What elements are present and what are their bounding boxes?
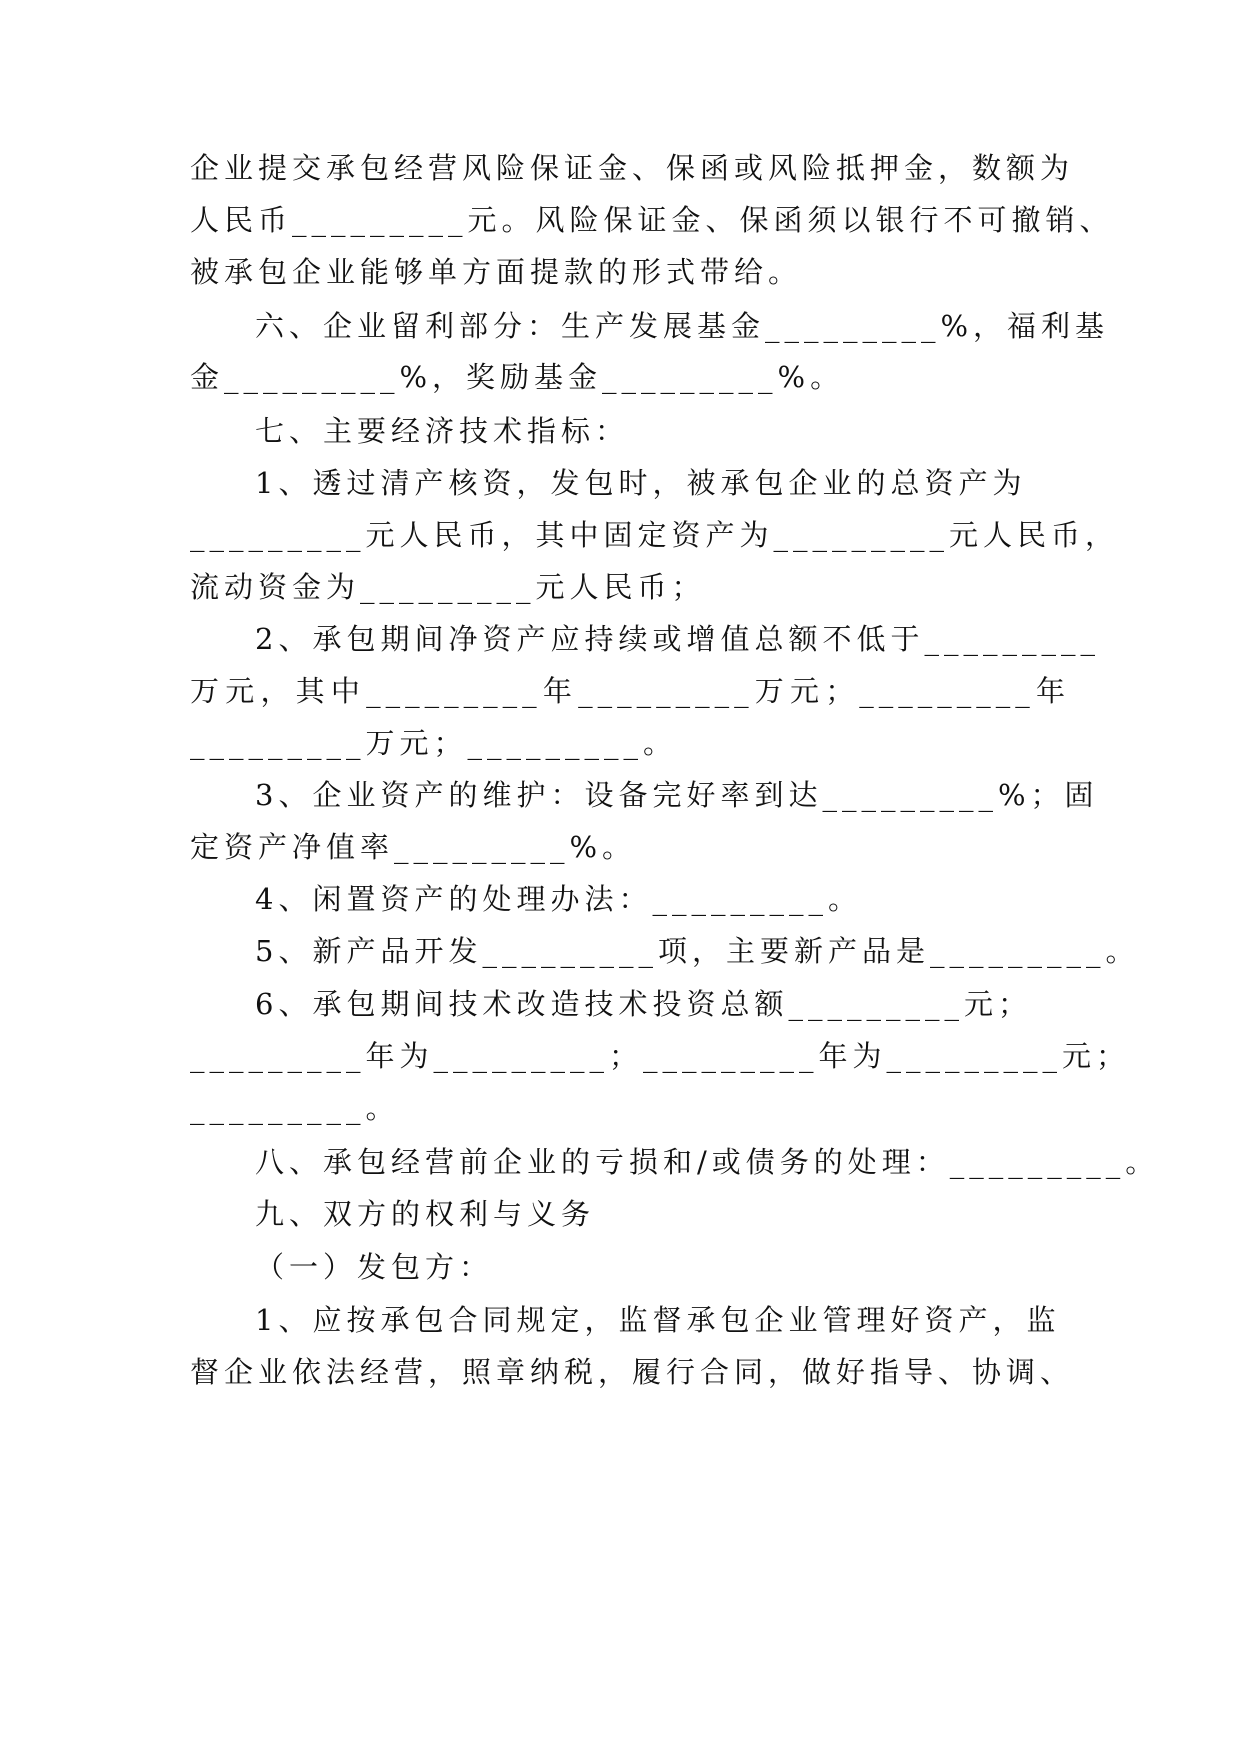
list-item: 4、闲置资产的处理办法：_________。 — [255, 882, 862, 916]
text-line: 督企业依法经营，照章纳税，履行合同，做好指导、协调、 — [190, 1355, 1075, 1389]
text-line: _________年为_________；_________年为_________元； — [190, 1039, 1131, 1073]
text-line: 人民币_________元。风险保证金、保函须以银行不可撤销、 — [190, 203, 1114, 237]
text-line: 万元，其中_________年_________万元；_________年 — [190, 674, 1070, 708]
text-line: 金_________%，奖励基金_________%。 — [190, 360, 845, 394]
section-heading: 六、企业留利部分：生产发展基金_________%，福利基 — [255, 309, 1110, 343]
list-item: 2、承包期间净资产应持续或增值总额不低于_________ — [255, 622, 1100, 656]
text-line: 流动资金为_________元人民币； — [190, 570, 706, 604]
list-item: 3、企业资产的维护：设备完好率到达_________%；固 — [255, 778, 1099, 812]
sub-heading: （一）发包方： — [255, 1250, 494, 1284]
text-line: _________。 — [190, 1091, 400, 1125]
text-line: 企业提交承包经营风险保证金、保函或风险抵押金，数额为 — [190, 151, 1075, 185]
section-heading: 七、主要经济技术指标： — [255, 414, 630, 448]
list-item: 6、承包期间技术改造技术投资总额_________元； — [255, 987, 1032, 1021]
text-line: _________元人民币，其中固定资产为_________元人民币， — [190, 518, 1120, 552]
list-item: 1、透过清产核资，发包时，被承包企业的总资产为 — [255, 466, 1027, 500]
section-heading: 八、承包经营前企业的亏损和/或债务的处理：_________。 — [255, 1145, 1160, 1179]
list-item: 1、应按承包合同规定，监督承包企业管理好资产，监 — [255, 1303, 1061, 1337]
text-line: 定资产净值率_________%。 — [190, 830, 637, 864]
list-item: 5、新产品开发_________项，主要新产品是_________。 — [255, 934, 1140, 968]
text-line: _________万元；_________。 — [190, 726, 678, 760]
text-line: 被承包企业能够单方面提款的形式带给。 — [190, 255, 803, 289]
section-heading: 九、双方的权利与义务 — [255, 1197, 596, 1231]
